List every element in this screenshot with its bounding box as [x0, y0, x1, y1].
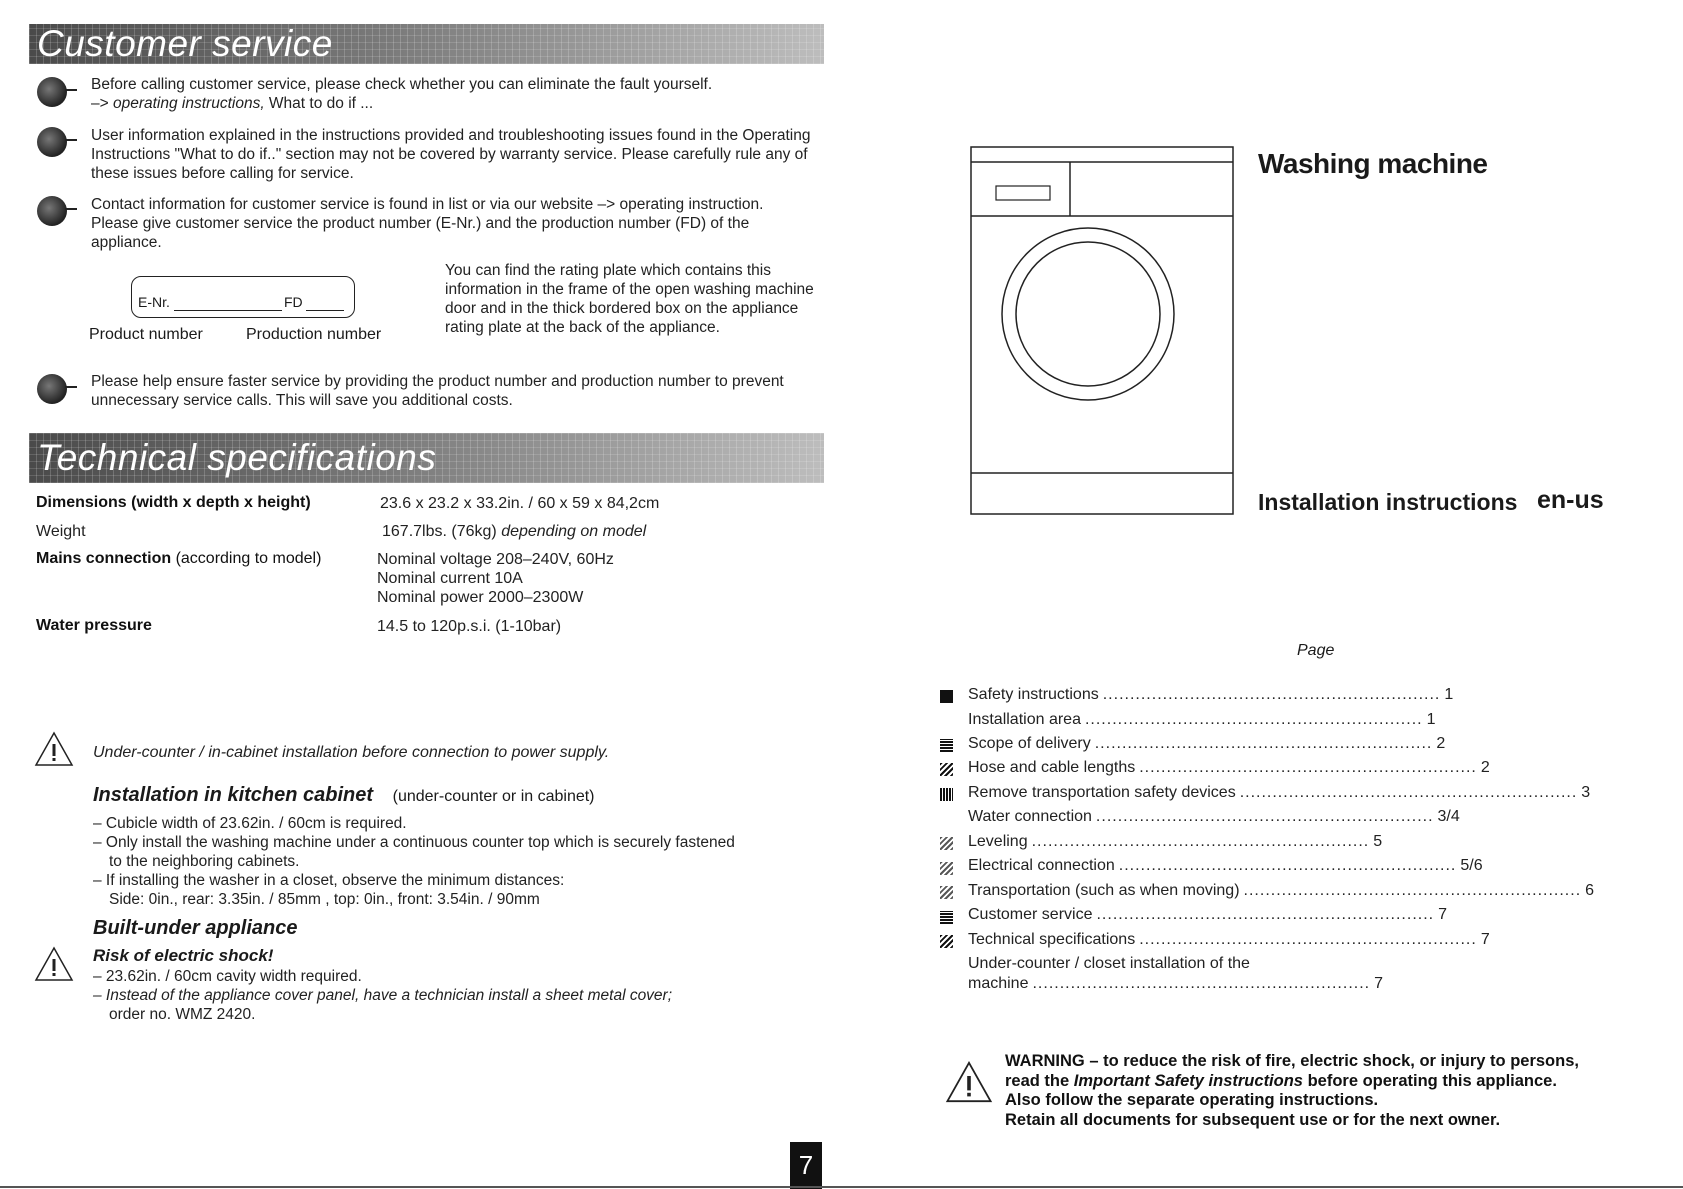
bullet-icon	[37, 77, 67, 107]
washing-machine-illustration	[970, 146, 1234, 516]
shock-heading: Risk of electric shock!	[93, 946, 274, 965]
kitchen-item-2-line-1: – Only install the washing machine under a continuous counter top which is securely fastened	[93, 834, 735, 851]
toc-item-page: 7	[1480, 931, 1490, 948]
toc-item-page: 5/6	[1460, 857, 1483, 874]
toc-marker-icon	[940, 911, 953, 924]
kitchen-items	[93, 814, 833, 909]
toc-leader: ..............................................................	[1031, 833, 1370, 850]
toc-item-water-connection[interactable]	[968, 806, 1460, 828]
bullet-icon	[37, 127, 67, 157]
cs-bullet-1-line-2	[91, 94, 811, 113]
toc-leader: ..............................................................	[1032, 975, 1371, 992]
warning-line-1: WARNING – to reduce the risk of fire, electric shock, or injury to persons,	[1005, 1052, 1579, 1070]
warning-triangle-icon	[34, 731, 74, 767]
nominal-current: Nominal current 10A	[377, 570, 523, 587]
toc-item-scope-of-delivery[interactable]	[968, 733, 1446, 755]
locale-label: en-us	[1537, 486, 1604, 514]
page-number: 7	[798, 1150, 814, 1180]
toc-leader: ..............................................................	[1084, 711, 1423, 728]
customer-service-title: Customer service	[37, 23, 333, 64]
plate-enr-line	[174, 310, 282, 311]
toc-item-technical-specifications[interactable]	[968, 929, 1490, 951]
warning-line-3: Also follow the separate operating instructions.	[1005, 1091, 1379, 1109]
warning-triangle-icon	[34, 946, 74, 982]
toc-item-page: 3	[1581, 784, 1591, 801]
toc-item-label: Customer service	[968, 906, 1093, 923]
builtunder-item-1: – 23.62in. / 60cm cavity width required.	[93, 968, 362, 985]
toc-marker-icon	[940, 935, 953, 948]
toc-marker-icon	[940, 763, 953, 776]
nominal-power: Nominal power 2000–2300W	[377, 589, 584, 606]
builtunder-item-2-line-2: order no. WMZ 2420.	[109, 1006, 256, 1023]
mains-label	[36, 550, 321, 568]
cs-bullet-2: User information explained in the instructions provided and troubleshooting issues found in the Operating Instructions "What to do if.." section may not be covered by warranty service. Please carefully rule any of these issues before calling for service.	[91, 127, 811, 182]
toc-item-leveling[interactable]	[968, 831, 1383, 853]
kitchen-heading-text: Installation in kitchen cabinet	[93, 784, 374, 806]
warning-line-2-suffix: before operating this appliance.	[1302, 1071, 1557, 1090]
kitchen-item-3-line-1: – If installing the washer in a closet, observe the minimum distances:	[93, 872, 565, 889]
toc-leader: ..............................................................	[1102, 686, 1441, 703]
cs-bullet-1	[91, 75, 811, 113]
nominal-voltage: Nominal voltage 208–240V, 60Hz	[377, 551, 614, 568]
toc-item-page: 2	[1480, 759, 1490, 776]
kitchen-item-1: – Cubicle width of 23.62in. / 60cm is required.	[93, 815, 407, 832]
doc-title: Installation instructions	[1258, 489, 1518, 515]
cs-bullet-3: Contact information for customer service is found in list or via our website –> operating instruction. Please give customer service the product number (E-Nr.) and the production number (FD) of the appliance.	[91, 196, 764, 251]
under-counter-note: Under-counter / in-cabinet installation before connection to power supply.	[93, 744, 610, 761]
weight-value-note: depending on model	[501, 523, 647, 540]
toc-item-label: Safety instructions	[968, 686, 1099, 703]
mains-value	[377, 550, 614, 607]
technical-specifications-title: Technical specifications	[37, 437, 437, 478]
toc-item-page: 5	[1373, 833, 1383, 850]
customer-service-banner	[29, 24, 824, 64]
toc-leader: ..............................................................	[1139, 931, 1477, 948]
rating-plate-text: You can find the rating plate which contains this information in the frame of the open washing machine door and in the thick bordered box on the appliance rating plate at the back of the appliance.	[445, 262, 814, 336]
builtunder-item-2-line-1: – Instead of the appliance cover panel, have a technician install a sheet metal cover;	[93, 987, 673, 1004]
toc-marker-icon	[940, 690, 953, 703]
page-number-box	[790, 1142, 822, 1189]
kitchen-item-3-line-2: Side: 0in., rear: 3.35in. / 85mm , top: 0in., front: 3.54in. / 90mm	[109, 891, 540, 908]
toc-item-hose-and-cable-lengths[interactable]	[968, 757, 1490, 779]
toc-item-label: Leveling	[968, 833, 1028, 850]
dimensions-value: 23.6 x 23.2 x 33.2in. / 60 x 59 x 84,2cm	[380, 495, 660, 512]
toc-marker-icon	[940, 837, 953, 850]
technical-specifications-banner	[29, 433, 824, 483]
toc-leader: ..............................................................	[1118, 857, 1457, 874]
what-to-do-ref: What to do if ...	[264, 95, 374, 112]
toc-item-page: 3/4	[1437, 808, 1460, 825]
builtunder-items	[93, 967, 833, 1024]
toc-item-label: Installation area	[968, 711, 1081, 728]
toc-item-under-counter-installation[interactable]	[968, 953, 1328, 975]
toc-item-label: machine	[968, 975, 1029, 992]
toc-item-label: Electrical connection	[968, 857, 1115, 874]
toc-leader: ..............................................................	[1243, 882, 1582, 899]
toc-item-remove-transportation-safety-devices[interactable]	[968, 782, 1591, 804]
plate-fd-label: FD	[284, 294, 303, 310]
toc-item-label: Under-counter / closet installation of the	[968, 955, 1250, 972]
toc-item-label: Hose and cable lengths	[968, 759, 1136, 776]
toc-item-safety-instructions[interactable]	[968, 684, 1454, 706]
weight-value-main: 167.7lbs. (76kg)	[382, 523, 502, 540]
product-title: Washing machine	[1258, 148, 1488, 179]
toc-item-label: Transportation (such as when moving)	[968, 882, 1240, 899]
page-bottom-rule	[0, 1186, 1683, 1188]
toc-marker-icon	[940, 886, 953, 899]
toc-marker-icon	[940, 788, 953, 801]
toc-leader: ..............................................................	[1095, 808, 1434, 825]
kitchen-heading	[93, 784, 595, 807]
important-safety-ref: Important Safety instructions	[1073, 1071, 1303, 1090]
mains-label-bold: Mains connection	[36, 550, 172, 567]
toc-item-page: 6	[1585, 882, 1595, 899]
mains-label-note: (according to model)	[171, 550, 322, 567]
cs-bullet-1-line-1: Before calling customer service, please check whether you can eliminate the fault yourself.	[91, 76, 713, 93]
water-pressure-value: 14.5 to 120p.s.i. (1-10bar)	[377, 618, 562, 635]
toc-marker-icon	[940, 739, 953, 752]
toc-item-page: 7	[1374, 975, 1383, 992]
warning-line-2	[1005, 1072, 1579, 1092]
product-number-label: Product number	[89, 326, 203, 343]
bullet-icon	[37, 374, 67, 404]
kitchen-heading-suffix: (under-counter or in cabinet)	[392, 788, 595, 805]
toc-item-page: 7	[1438, 906, 1447, 923]
warning-triangle-icon	[945, 1060, 993, 1104]
toc-item-label: Remove transportation safety devices	[968, 784, 1236, 801]
dimensions-label: Dimensions (width x depth x height)	[36, 494, 311, 511]
toc-item-label: Scope of delivery	[968, 735, 1091, 752]
kitchen-item-2-line-2: to the neighboring cabinets.	[109, 853, 300, 870]
plate-fd-line	[306, 310, 344, 311]
toc-item-page: 1	[1426, 711, 1436, 728]
toc-marker-icon	[940, 862, 953, 875]
page-column-label: Page	[1297, 642, 1335, 659]
bullet-icon	[37, 196, 67, 226]
toc-leader: ..............................................................	[1139, 759, 1477, 776]
toc-leader: ..............................................................	[1096, 906, 1435, 923]
operating-instructions-ref: operating instructions,	[112, 95, 265, 112]
builtunder-heading: Built-under appliance	[93, 917, 298, 939]
arrow-prefix: –>	[91, 95, 113, 112]
toc-item-installation-area[interactable]	[968, 709, 1436, 731]
plate-enr-label: E-Nr.	[138, 294, 170, 310]
cs-bullet-4: Please help ensure faster service by providing the product number and production number to prevent unnecessary service calls. This will save you additional costs.	[91, 373, 784, 409]
toc-leader: ..............................................................	[1239, 784, 1578, 801]
toc-item-transportation[interactable]	[968, 880, 1595, 902]
weight-label: Weight	[36, 523, 86, 540]
toc-item-label: Technical specifications	[968, 931, 1136, 948]
toc-item-electrical-connection[interactable]	[968, 855, 1483, 877]
toc-leader: ..............................................................	[1094, 735, 1433, 752]
warning-line-2-prefix: read the	[1005, 1071, 1074, 1090]
toc-item-customer-service[interactable]	[968, 904, 1447, 926]
water-pressure-label: Water pressure	[36, 617, 152, 634]
toc-item-page: 1	[1444, 686, 1454, 703]
warning-line-4: Retain all documents for subsequent use or for the next owner.	[1005, 1110, 1501, 1129]
safety-warning	[1005, 1052, 1579, 1130]
toc-item-under-counter-installation-cont[interactable]	[968, 973, 1383, 995]
weight-value	[382, 522, 646, 541]
production-number-label: Production number	[246, 326, 382, 343]
toc-item-page: 2	[1436, 735, 1446, 752]
toc-item-label: Water connection	[968, 808, 1092, 825]
